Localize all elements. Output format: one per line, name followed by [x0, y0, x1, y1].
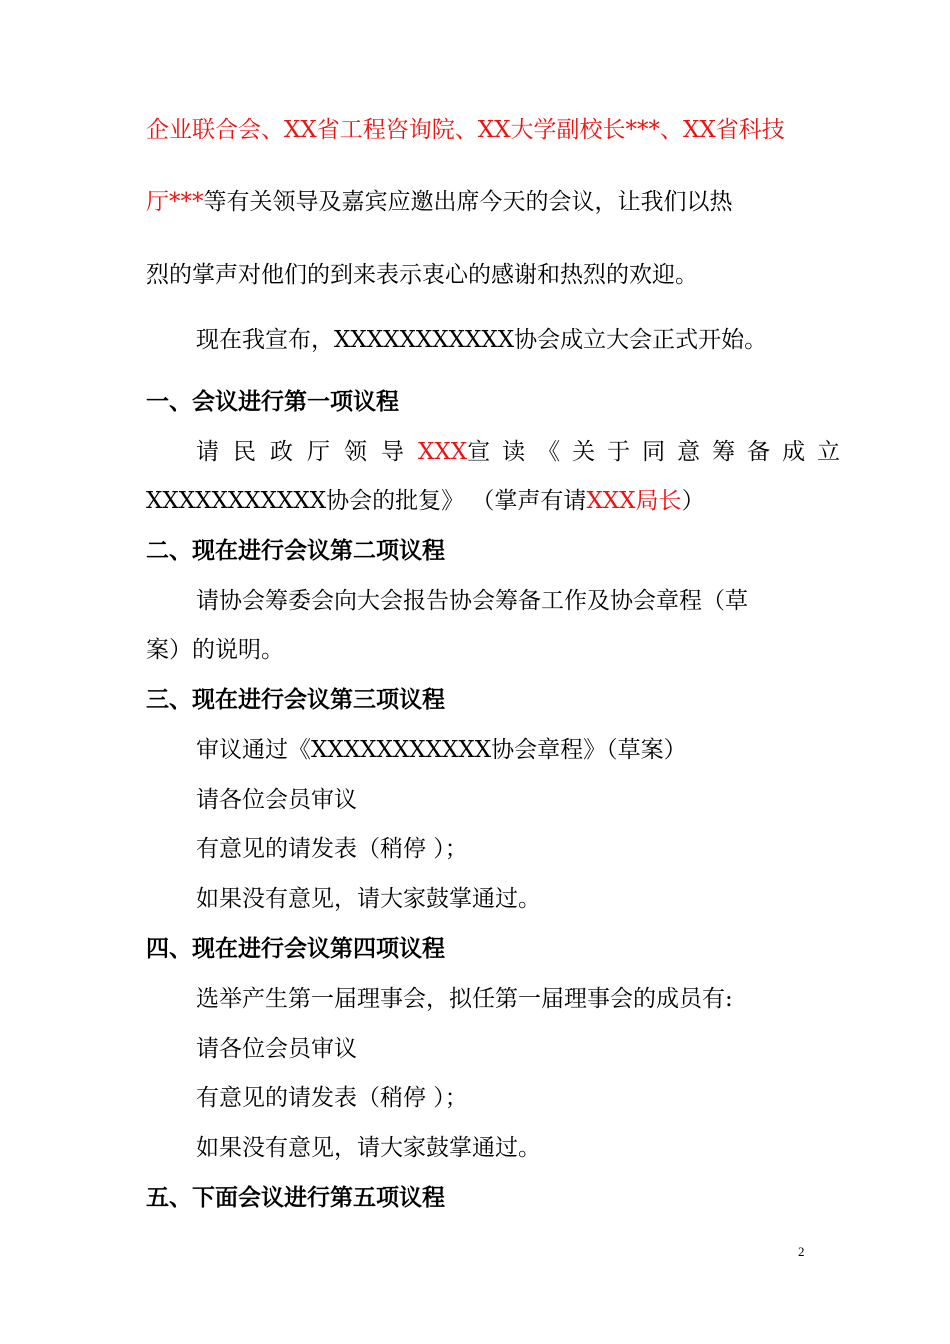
section2-line1: 请协会筹委会向大会报告协会筹备工作及协会章程（草 — [196, 588, 748, 614]
section2-heading: 二、现在进行会议第二项议程 — [146, 537, 445, 564]
section4-heading: 四、现在进行会议第四项议程 — [146, 935, 445, 962]
section1-line2-a: XXXXXXXXXXX协会的批复》 （掌声有请 — [146, 488, 587, 514]
section1-line2-b: ） — [681, 488, 705, 514]
section3-line2: 请各位会员审议 — [196, 787, 357, 813]
section5-heading: 五、下面会议进行第五项议程 — [146, 1184, 445, 1211]
para1-line2 — [146, 187, 806, 217]
para1-line2-text: 等有关领导及嘉宾应邀出席今天的会议，让我们以热 — [203, 189, 733, 215]
section1-line2 — [146, 486, 806, 516]
section3-line1: 审议通过《XXXXXXXXXXX协会章程》（草案） — [196, 737, 687, 763]
section4-line1: 选举产生第一届理事会，拟任第一届理事会的成员有: — [196, 986, 733, 1012]
section1-line1-red: XXX — [418, 439, 468, 465]
section1-line1-a: 请民政厅领导 — [196, 439, 418, 465]
section1-line1 — [196, 437, 853, 467]
announce-line: 现在我宣布，XXXXXXXXXXX协会成立大会正式开始。 — [196, 327, 768, 353]
section4-line4: 如果没有意见，请大家鼓掌通过。 — [196, 1135, 541, 1161]
para1-line2-red: 厅*** — [146, 189, 204, 215]
section4-line2: 请各位会员审议 — [196, 1036, 357, 1062]
section1-line1-b: 宣读《关于同意筹备成立 — [467, 439, 853, 465]
section1-heading: 一、会议进行第一项议程 — [146, 388, 399, 415]
page-number: 2 — [798, 1244, 805, 1259]
section3-line4: 如果没有意见，请大家鼓掌通过。 — [196, 886, 541, 912]
section3-line3: 有意见的请发表（稍停 ）； — [196, 836, 468, 862]
para1-line3: 烈的掌声对他们的到来表示衷心的感谢和热烈的欢迎。 — [146, 262, 698, 288]
section4-line3: 有意见的请发表（稍停 ）； — [196, 1085, 468, 1111]
para1-line1: 企业联合会、XX省工程咨询院、XX大学副校长***、XX省科技 — [146, 117, 785, 143]
section3-heading: 三、现在进行会议第三项议程 — [146, 686, 445, 713]
section1-line2-red: XXX局长 — [586, 488, 682, 514]
section2-line2: 案）的说明。 — [146, 637, 284, 663]
